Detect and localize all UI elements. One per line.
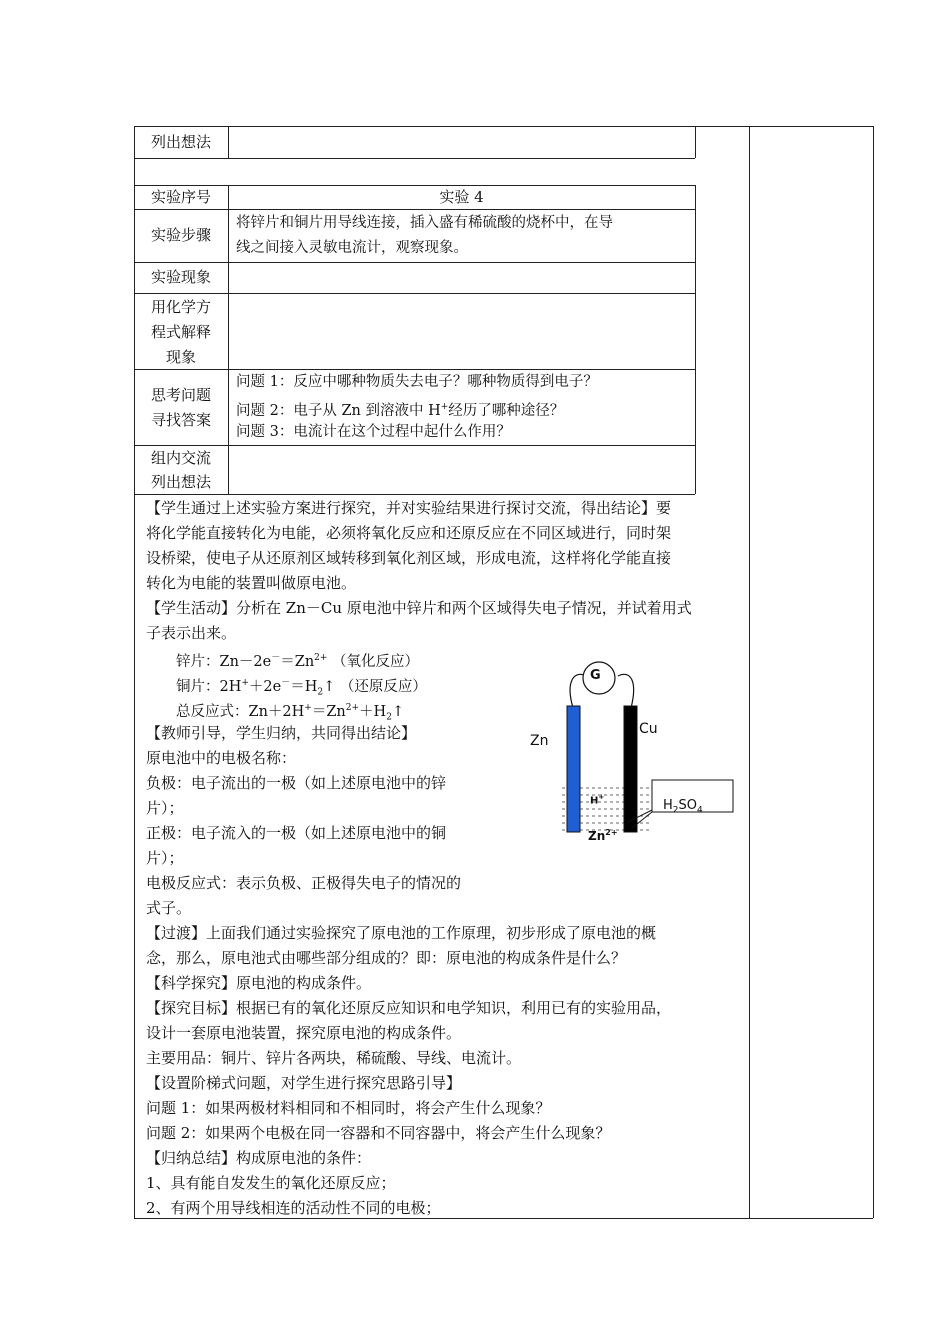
ladder-questions: 【设置阶梯式问题，对学生进行探究思路引导】 [146, 1074, 462, 1092]
galvanic-cell-diagram [520, 650, 740, 850]
transition-line-1: 【过渡】上面我们通过实验探究了原电池的工作原理，初步形成了原电池的概 [146, 924, 657, 942]
copper-electrode [624, 706, 637, 832]
question-1: 问题 1：反应中哪种物质失去电子？哪种物质得到电子？ [236, 374, 598, 390]
inquiry-goal-line-2: 设计一套原电池装置，探究原电池的构成条件。 [146, 1024, 462, 1042]
group-label-2: 列出想法 [150, 473, 211, 491]
conclusion-line-2: 将化学能直接转化为电能，必须将氧化反应和还原反应在不同区域进行，同时架 [146, 524, 672, 542]
conclusion-line-1: 【学生通过上述实验方案进行探究，并对实验结果进行探讨交流，得出结论】要 [146, 499, 672, 517]
seq-label: 实验序号 [150, 188, 211, 206]
steps-line-1: 将锌片和铜片用导线连接，插入盛有稀硫酸的烧杯中，在导 [236, 215, 613, 231]
think-label-2: 寻找答案 [150, 411, 211, 429]
equation-label-3: 现象 [165, 348, 196, 366]
electrode-names: 原电池中的电极名称： [146, 749, 297, 767]
copper-equation: 铜片：$2H^++2e^-=H_2↑$ （还原反应） [176, 678, 427, 698]
ladder-question-1: 问题 1：如果两极材料相同和不相同时，将会产生什么现象？ [146, 1099, 551, 1117]
question-3: 问题 3：电流计在这个过程中起什么作用？ [236, 424, 511, 440]
conclusion-line-3: 设桥梁，使电子从还原剂区域转移到氧化剂区域，形成电流，这样将化学能直接 [146, 549, 672, 567]
teacher-guide: 【教师引导，学生归纳，共同得出结论】 [146, 724, 417, 742]
galvanometer-label: G [590, 668, 601, 683]
positive-line-1: 正极：电子流入的一极（如上述原电池中的铜 [146, 824, 447, 842]
zinc-ion-label: $Zn^{2+}$ [588, 828, 618, 843]
frame-divider [749, 126, 750, 1218]
conclusion-line-4: 转化为电能的装置叫做原电池。 [146, 574, 357, 592]
acid-label: $H_2SO_4$ [663, 798, 703, 816]
steps-line-2: 线之间接入灵敏电流计，观察现象。 [236, 240, 468, 256]
zinc-electrode [567, 706, 580, 832]
copper-label: Cu [639, 721, 658, 737]
zinc-equation: 锌片：$Zn-2e^-=Zn^{2+}$ （氧化反应） [176, 653, 420, 670]
inquiry-goal-line-1: 【探究目标】根据已有的氧化还原反应知识和电学知识，利用已有的实验用品， [146, 999, 672, 1017]
activity-line-2: 子表示出来。 [146, 624, 237, 642]
zinc-label: Zn [530, 733, 549, 749]
right-wire [618, 674, 634, 708]
question-2: 问题 2：电子从 Zn 到溶液中 H+经历了哪种途径？ [236, 402, 565, 419]
ideas-label: 列出想法 [150, 133, 211, 151]
positive-line-2: 片）； [146, 849, 184, 867]
think-label-1: 思考问题 [150, 386, 211, 404]
negative-line-1: 负极：电子流出的一极（如上述原电池中的锌 [146, 774, 447, 792]
reaction-def-line-2: 式子。 [146, 899, 192, 917]
science-inquiry: 【科学探究】原电池的构成条件。 [146, 974, 372, 992]
equation-label-2: 程式解释 [150, 323, 211, 341]
summary-heading: 【归纳总结】构成原电池的条件： [146, 1149, 372, 1167]
activity-line-1: 【学生活动】分析在 Zn－Cu 原电池中锌片和两个区域得失电子情况，并试着用式 [146, 599, 692, 617]
equation-label-1: 用化学方 [150, 298, 211, 316]
ladder-question-2: 问题 2：如果两个电极在同一容器和不同容器中，将会产生什么现象？ [146, 1124, 611, 1142]
frame-top [134, 126, 873, 127]
phenomenon-label: 实验现象 [150, 268, 211, 286]
frame-right [873, 126, 874, 1218]
materials: 主要用品：铜片、锌片各两块，稀硫酸、导线、电流计。 [146, 1049, 522, 1067]
hydrogen-ion-label: H+ [590, 793, 605, 807]
condition-1: 1、具有能自发发生的氧化还原反应； [146, 1174, 396, 1192]
transition-line-2: 念，那么，原电池式由哪些部分组成的？即：原电池的构成条件是什么？ [146, 949, 627, 967]
steps-label: 实验步骤 [150, 226, 211, 244]
total-equation: 总反应式：$Zn+2H^+=Zn^{2+}+H_2↑$ [176, 703, 405, 723]
reaction-def-line-1: 电极反应式：表示负极、正极得失电子的情况的 [146, 874, 462, 892]
negative-line-2: 片）； [146, 799, 184, 817]
cell-diagram-svg [520, 650, 740, 850]
group-label-1: 组内交流 [150, 449, 211, 467]
seq-value: 实验 4 [439, 188, 484, 206]
condition-2: 2、有两个用导线相连的活动性不同的电极； [146, 1199, 441, 1217]
